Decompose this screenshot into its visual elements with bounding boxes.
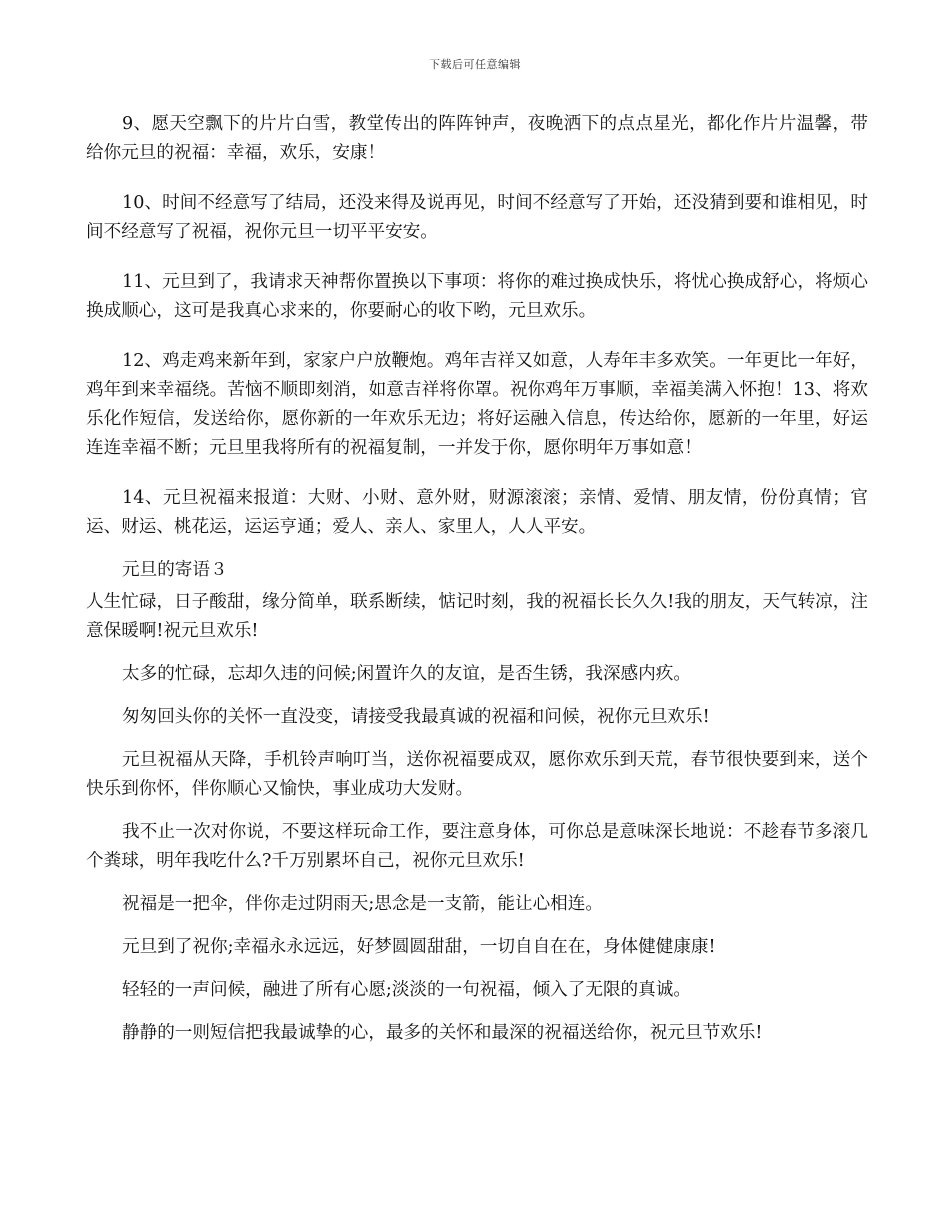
section-paragraph: 元旦祝福从天降，手机铃声响叮当，送你祝福要成双，愿你欢乐到天荒，春节很快要到来，送个快乐到你怀，伴你顺心又愉快，事业成功大发财。 (86, 750, 868, 799)
section-paragraph: 静静的一则短信把我最诚挚的心，最多的关怀和最深的祝福送给你，祝元旦节欢乐! (122, 1023, 763, 1043)
paragraph-12-13: 12、鸡走鸡来新年到，家家户户放鞭炮。鸡年吉祥又如意，人寿年丰多欢笑。一年更比一年好，鸡年到来幸福绕。苦恼不顺即刻消，如意吉祥将你罩。祝你鸡年万事顺，幸福美满入怀抱！13、将欢乐化作短信，发送给你，愿你新的一年欢乐无边；将好运融入信息，传达给你，愿新的一年里，好运连连幸福不断；元旦里我将所有的祝福复制，一并发于你，愿你明年万事如意！ (86, 351, 868, 458)
section-paragraph: 轻轻的一声问候，融进了所有心愿;淡淡的一句祝福，倾入了无限的真诚。 (122, 980, 691, 1000)
section-title: 元旦的寄语３ (122, 560, 228, 580)
paragraph-11: 11、元旦到了，我请求天神帮你置换以下事项：将你的难过换成快乐，将忧心换成舒心，将烦心换成顺心，这可是我真心求来的，你要耐心的收下哟，元旦欢乐。 (86, 272, 868, 321)
page-header: 下载后可任意编辑 (429, 58, 521, 71)
paragraph-10: 10、时间不经意写了结局，还没来得及说再见，时间不经意写了开始，还没猜到要和谁相见，时间不经意写了祝福，祝你元旦一切平平安安。 (86, 193, 868, 242)
section-first-paragraph: 人生忙碌，日子酸甜，缘分简单，联系断续，惦记时刻，我的祝福长长久久!我的朋友，天气转凉，注意保暖啊!祝元旦欢乐! (86, 592, 868, 641)
paragraph-9: 9、愿天空飘下的片片白雪，教堂传出的阵阵钟声，夜晚洒下的点点星光，都化作片片温馨，带给你元旦的祝福：幸福，欢乐，安康！ (86, 114, 868, 163)
section-paragraph: 元旦到了祝你;幸福永永远远，好梦圆圆甜甜，一切自自在在，身体健健康康! (122, 937, 716, 957)
section-paragraph: 我不止一次对你说，不要这样玩命工作，要注意身体，可你总是意味深长地说：不趁春节多滚几个粪球，明年我吃什么?千万别累坏自己，祝你元旦欢乐! (86, 822, 868, 871)
paragraph-14: 14、元旦祝福来报道：大财、小财、意外财，财源滚滚；亲情、爱情、朋友情，份份真情；官运、财运、桃花运，运运亨通；爱人、亲人、家里人，人人平安。 (86, 488, 868, 537)
section-paragraph: 太多的忙碌，忘却久违的问候;闲置许久的友谊，是否生锈，我深感内疚。 (122, 664, 691, 684)
section-paragraph: 匆匆回头你的关怀一直没变，请接受我最真诚的祝福和问候，祝你元旦欢乐! (122, 707, 710, 727)
section-paragraph: 祝福是一把伞，伴你走过阴雨天;思念是一支箭，能让心相连。 (122, 894, 603, 914)
document-body (86, 110, 868, 1048)
